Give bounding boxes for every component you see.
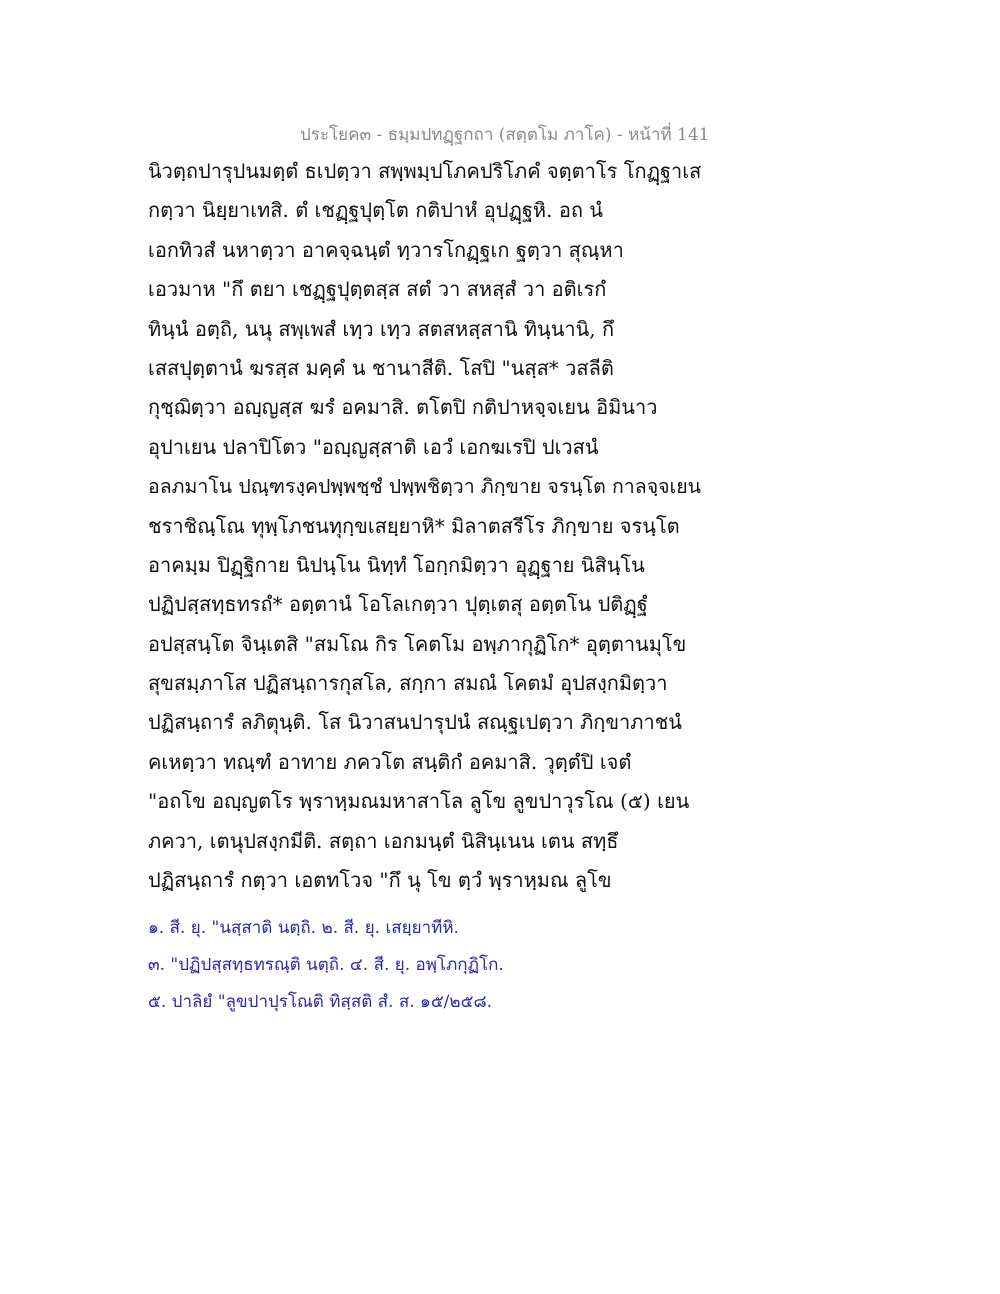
text-line: ปฏิปสฺสทฺธทรถํ* อตฺตานํ โอโลเกตฺวา ปุตฺเตสุ อตฺตโน ปติฏฺฐํ bbox=[148, 592, 648, 617]
text-line: อลภมาโน ปณฺฑรงฺคปพฺพชฺชํ ปพฺพชิตฺวา ภิกฺขาย จรนฺโต กาลจฺจเยน bbox=[148, 475, 701, 499]
text-line: นิวตฺถปารุปนมตฺตํ ธเปตฺวา สพฺพมฺปโภคปริโภคํ จตฺตาโร โกฏฺฐาเส bbox=[148, 159, 702, 183]
text-line: สุขสมฺภาโส ปฏิสนฺถารกุสโล, สกฺกา สมณํ โคตมํ อุปสงฺกมิตฺวา bbox=[148, 671, 668, 696]
text-line: อาคมฺม ปิฏฺฐิกาย นิปนฺโน นิทฺทํ โอกฺกมิตฺวา อุฏฺฐาย นิสินฺโน bbox=[148, 552, 645, 577]
text-line: ชราชิณฺโณ ทุพฺโภชนทุกฺขเสยฺยาหิ* มิลาตสรีโร ภิกฺขาย จรนฺโต bbox=[148, 513, 680, 538]
text-line: อุปาเยน ปลาปิโตว "อญฺญสฺสาติ เอวํ เอกฆเรปิ ปเวสนํ bbox=[148, 434, 599, 459]
running-title: ประโยค๓ - ธมฺมปทฏฺฐกถา (สตฺตโม ภาโค) - หน้าที่ 141 bbox=[300, 125, 710, 145]
footnote-line: ๑. สี. ยุ. "นสฺสาติ นตฺถิ. ๒. สี. ยุ. เสยฺยาทีหิ. bbox=[148, 918, 459, 938]
text-line: อปสฺสนฺโต จินฺเตสิ "สมโณ กิร โคตโม อพฺภากุฏิโก* อุตฺตานมุโข bbox=[148, 631, 687, 656]
text-line: ทินฺนํ อตฺถิ, นนุ สพฺเพสํ เทฺว เทฺว สตสหสฺสานิ ทินฺนานิ, กึ bbox=[148, 316, 615, 341]
footnote-line: ๓. "ปฏิปสฺสทฺธทรณฺติ นตฺถิ. ๔. สี. ยุ. อพฺโภกุฏิโก. bbox=[148, 955, 504, 975]
text-line: คเหตฺวา ทณฺฑํ อาทาย ภควโต สนฺติกํ อคมาสิ. วุตฺตํปิ เจตํ bbox=[148, 749, 632, 774]
text-line: ปฏิสนฺถารํ กตฺวา เอตทโวจ "กึ นุ โข ตฺวํ พฺราหฺมณ ลูโข bbox=[148, 868, 612, 893]
text-line: กุชฺฌิตฺวา อญฺญสฺส ฆรํ อคมาสิ. ตโตปิ กติปาหจฺจเยน อิมินาว bbox=[148, 395, 658, 420]
text-line: กตฺวา นิยฺยาเทสิ. ตํ เชฏฺฐปุตฺโต กติปาหํ อุปฏฺฐหิ. อถ นํ bbox=[148, 198, 603, 223]
page-header bbox=[300, 121, 710, 148]
text-line: เอกทิวสํ นหาตฺวา อาคจฺฉนฺตํ ทฺวารโกฏฺฐเก ฐตฺวา สุณฺหา bbox=[148, 237, 624, 262]
text-line: เสสปุตฺตานํ ฆรสฺส มคฺคํ น ชานาสีติ. โสปิ "นสฺส* วสลีติ bbox=[148, 355, 614, 380]
footnotes bbox=[148, 910, 708, 1021]
text-line: ภควา, เตนุปสงฺกมีติ. สตฺถา เอกมนฺตํ นิสินฺเนน เตน สทฺธึ bbox=[148, 828, 619, 853]
text-line: เอวมาห "กึ ตยา เชฏฺฐปุตฺตสฺส สตํ วา สหสฺสํ วา อติเรกํ bbox=[148, 277, 607, 302]
body-text bbox=[148, 152, 708, 900]
text-line: "อถโข อญฺญตโร พฺราหฺมณมหาสาโล ลูโข ลูขปาวุรโณ (๕) เยน bbox=[148, 789, 690, 814]
text-line: ปฏิสนฺถารํ ลภิตุนฺติ. โส นิวาสนปารุปนํ สณฺฐเปตฺวา ภิกฺขาภาชนํ bbox=[148, 710, 682, 735]
footnote-line: ๕. ปาลิยํ "ลูขปาปุรโณติ ทิสฺสติ สํ. ส. ๑๕/๒๕๘. bbox=[148, 992, 493, 1012]
